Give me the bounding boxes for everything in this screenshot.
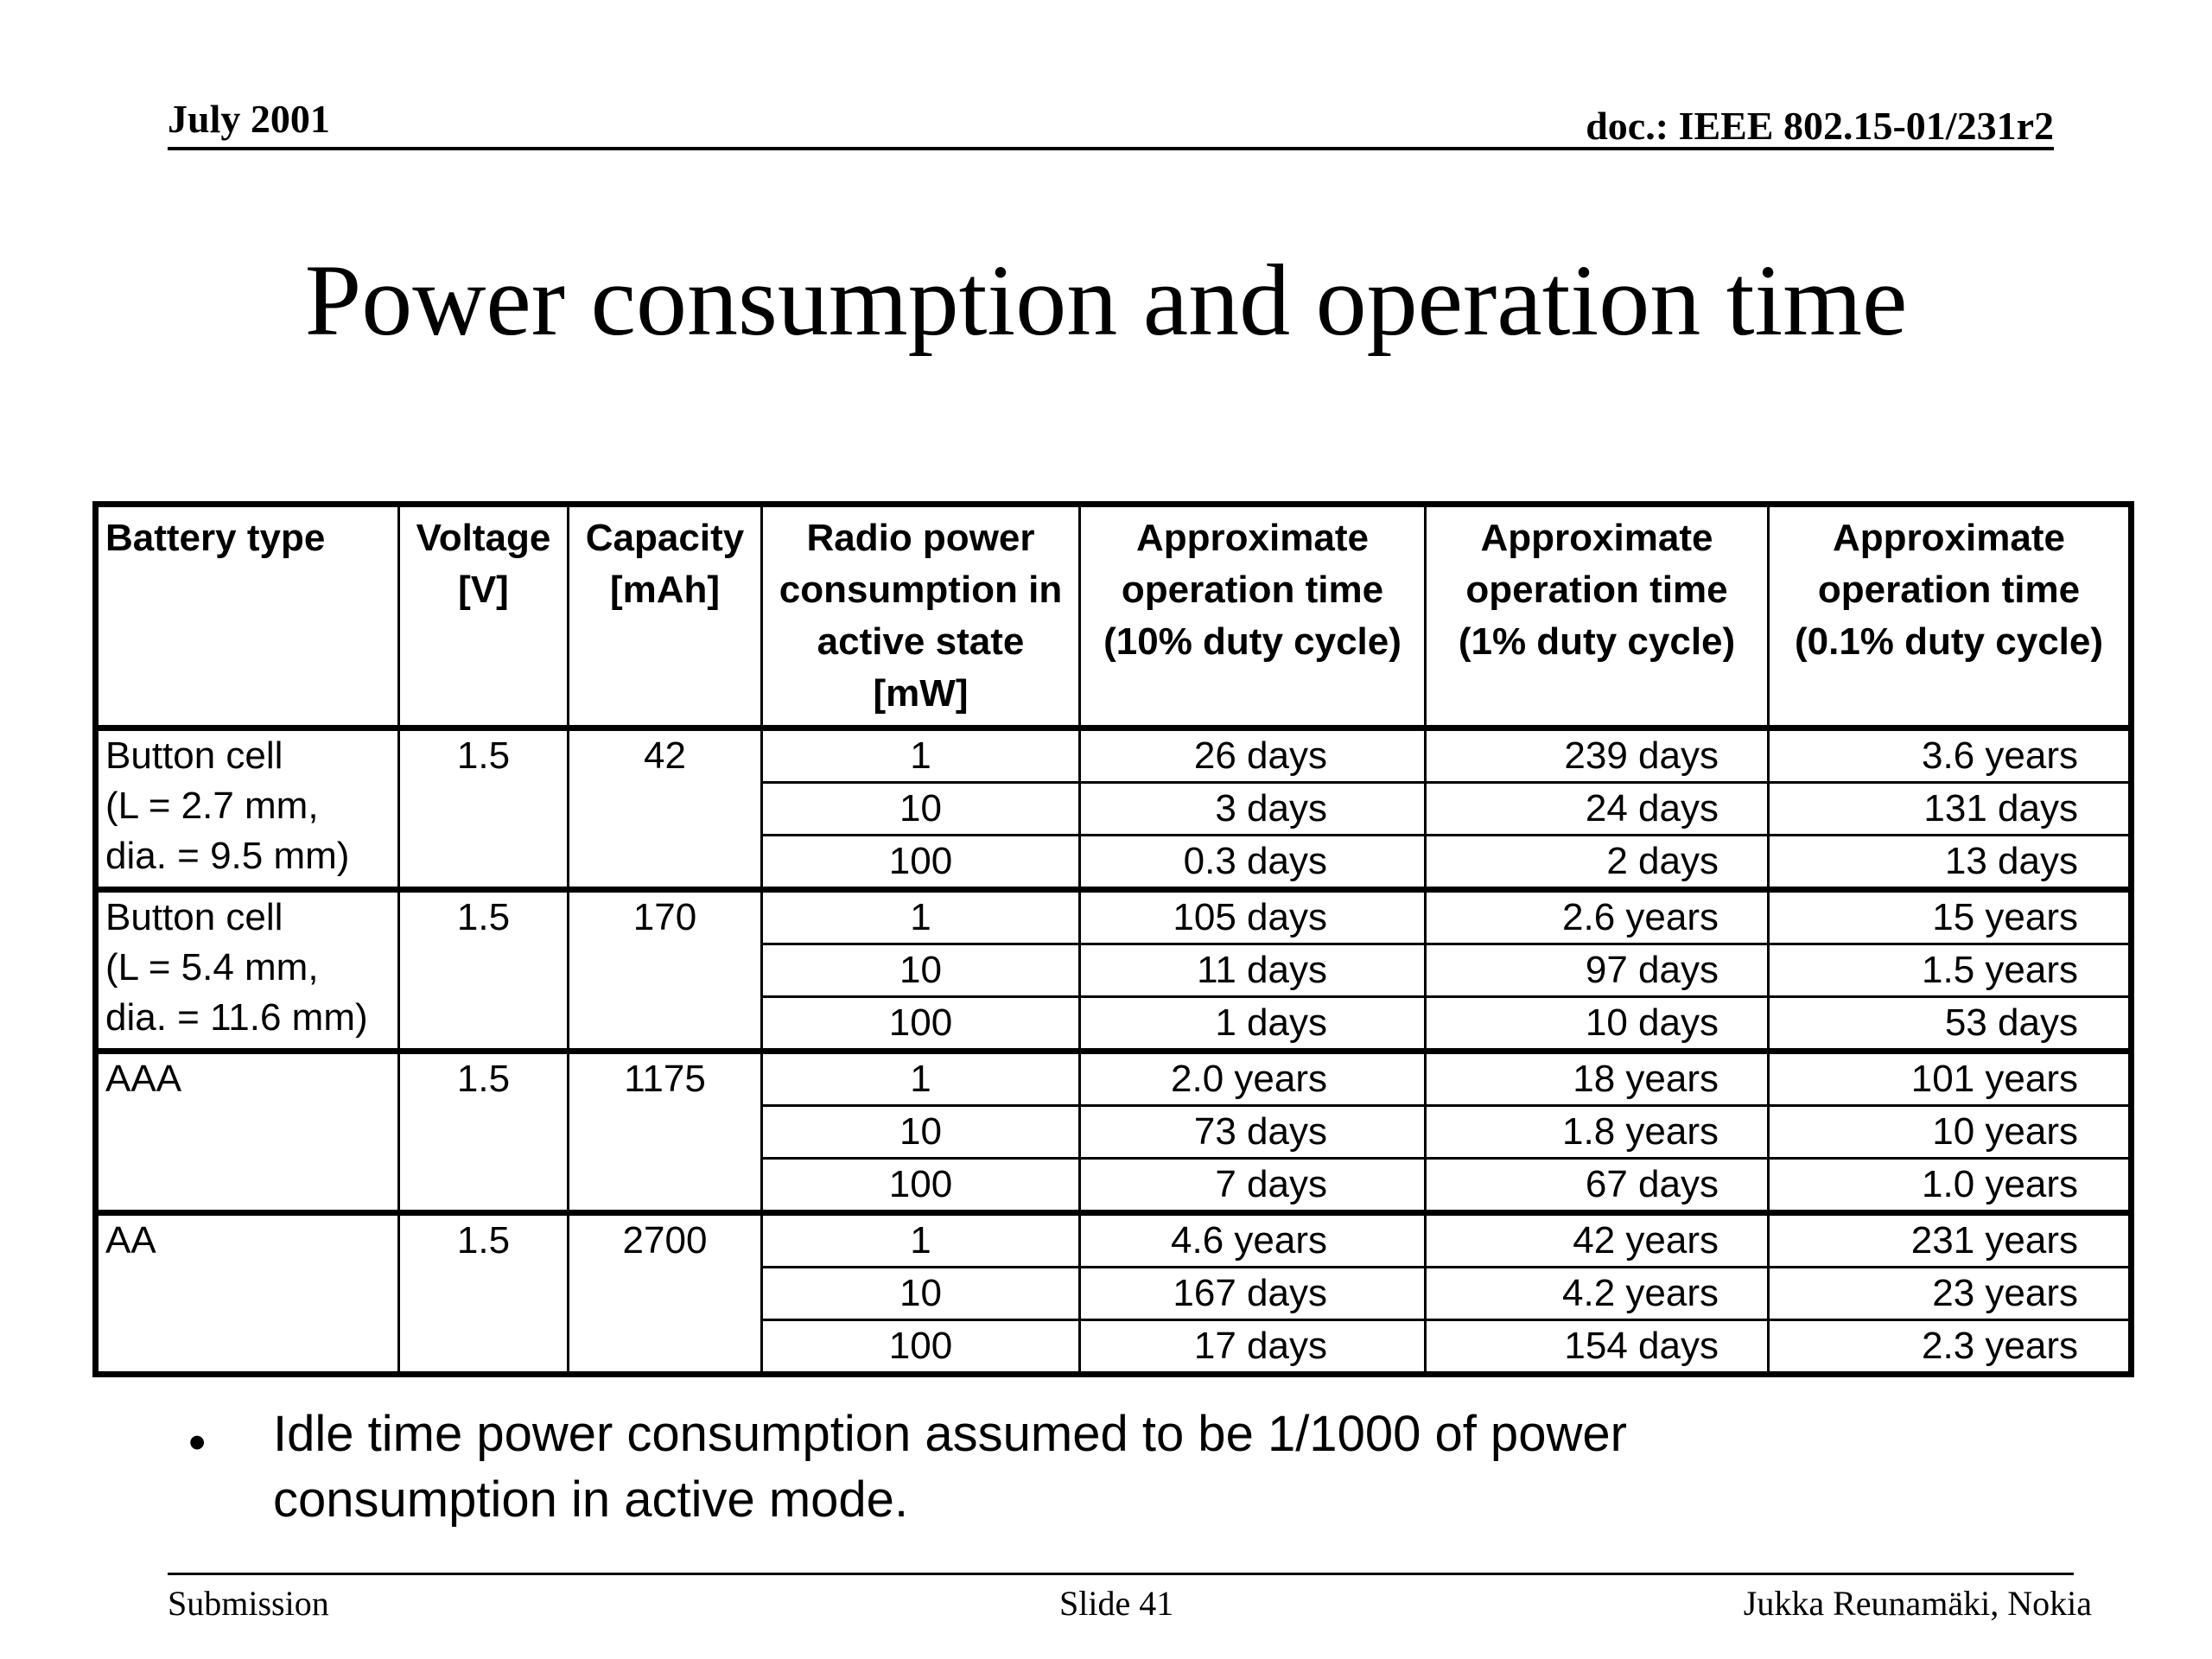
voltage-cell: 1.5 xyxy=(399,728,569,890)
battery-type-line: AA xyxy=(105,1219,156,1262)
table-row xyxy=(96,1052,2132,1106)
power-cell: 10 xyxy=(762,1268,1080,1320)
table-row xyxy=(96,1213,2132,1268)
power-cell: 100 xyxy=(762,997,1080,1052)
time-01pct-cell: 53 days xyxy=(1769,997,2132,1052)
time-10pct-cell: 4.6 years xyxy=(1080,1213,1426,1268)
time-10pct-cell: 1 days xyxy=(1080,997,1426,1052)
capacity-cell: 2700 xyxy=(569,1213,762,1375)
battery-type-line xyxy=(105,1104,392,1154)
power-cell: 100 xyxy=(762,1320,1080,1375)
battery-type-cell xyxy=(96,890,399,1052)
capacity-cell: 170 xyxy=(569,890,762,1052)
time-1pct-cell: 24 days xyxy=(1426,783,1769,836)
battery-type-line xyxy=(105,1266,392,1316)
capacity-cell: 1175 xyxy=(569,1052,762,1213)
column-header: Voltage [V] xyxy=(399,505,569,728)
time-1pct-cell: 67 days xyxy=(1426,1159,1769,1213)
power-cell: 100 xyxy=(762,836,1080,890)
column-header: Capacity [mAh] xyxy=(569,505,762,728)
time-10pct-cell: 17 days xyxy=(1080,1320,1426,1375)
slide-title: Power consumption and operation time xyxy=(304,244,1908,357)
header-rule xyxy=(168,147,2054,150)
header-date: July 2001 xyxy=(168,97,330,141)
table-row xyxy=(96,728,2132,783)
time-1pct-cell: 18 years xyxy=(1426,1052,1769,1106)
column-header: Approximate operation time (10% duty cycle) xyxy=(1080,505,1426,728)
table-header-row xyxy=(96,505,2132,728)
time-10pct-cell: 0.3 days xyxy=(1080,836,1426,890)
time-01pct-cell: 101 years xyxy=(1769,1052,2132,1106)
battery-type-cell xyxy=(96,1213,399,1375)
time-1pct-cell: 2.6 years xyxy=(1426,890,1769,944)
time-01pct-cell: 13 days xyxy=(1769,836,2132,890)
time-10pct-cell: 3 days xyxy=(1080,783,1426,836)
battery-type-line: Button cell xyxy=(105,896,283,938)
header-doc-id: doc.: IEEE 802.15-01/231r2 xyxy=(1586,104,2054,148)
time-01pct-cell: 1.0 years xyxy=(1769,1159,2132,1213)
time-01pct-cell: 2.3 years xyxy=(1769,1320,2132,1375)
footer-author: Jukka Reunamäki, Nokia xyxy=(1743,1584,2092,1623)
power-cell: 1 xyxy=(762,728,1080,783)
battery-type-line: dia. = 11.6 mm) xyxy=(105,996,368,1039)
time-10pct-cell: 7 days xyxy=(1080,1159,1426,1213)
footer-rule xyxy=(168,1573,2074,1575)
time-10pct-cell: 105 days xyxy=(1080,890,1426,944)
battery-type-line xyxy=(105,1316,392,1366)
bullet-marker: • xyxy=(188,1414,207,1471)
power-cell: 1 xyxy=(762,1213,1080,1268)
battery-table xyxy=(92,501,2134,1377)
time-01pct-cell: 15 years xyxy=(1769,890,2132,944)
time-10pct-cell: 73 days xyxy=(1080,1106,1426,1159)
power-cell: 10 xyxy=(762,944,1080,997)
time-01pct-cell: 231 years xyxy=(1769,1213,2132,1268)
time-1pct-cell: 239 days xyxy=(1426,728,1769,783)
time-1pct-cell: 42 years xyxy=(1426,1213,1769,1268)
time-10pct-cell: 167 days xyxy=(1080,1268,1426,1320)
voltage-cell: 1.5 xyxy=(399,890,569,1052)
battery-type-line: AAA xyxy=(105,1058,182,1100)
time-01pct-cell: 3.6 years xyxy=(1769,728,2132,783)
footer-slide-number: Slide 41 xyxy=(1059,1584,1174,1623)
column-header: Approximate operation time (1% duty cycle) xyxy=(1426,505,1769,728)
battery-type-line xyxy=(105,1154,392,1205)
time-01pct-cell: 10 years xyxy=(1769,1106,2132,1159)
time-10pct-cell: 2.0 years xyxy=(1080,1052,1426,1106)
capacity-cell: 42 xyxy=(569,728,762,890)
time-1pct-cell: 10 days xyxy=(1426,997,1769,1052)
time-1pct-cell: 2 days xyxy=(1426,836,1769,890)
power-cell: 100 xyxy=(762,1159,1080,1213)
time-1pct-cell: 1.8 years xyxy=(1426,1106,1769,1159)
time-10pct-cell: 11 days xyxy=(1080,944,1426,997)
time-1pct-cell: 154 days xyxy=(1426,1320,1769,1375)
power-cell: 10 xyxy=(762,1106,1080,1159)
voltage-cell: 1.5 xyxy=(399,1052,569,1213)
time-10pct-cell: 26 days xyxy=(1080,728,1426,783)
footer-submission: Submission xyxy=(168,1584,329,1623)
time-1pct-cell: 97 days xyxy=(1426,944,1769,997)
battery-type-line: (L = 2.7 mm, xyxy=(105,785,319,827)
column-header: Approximate operation time (0.1% duty cycle) xyxy=(1769,505,2132,728)
time-01pct-cell: 131 days xyxy=(1769,783,2132,836)
time-01pct-cell: 1.5 years xyxy=(1769,944,2132,997)
column-header: Radio power consumption in active state [mW] xyxy=(762,505,1080,728)
table-body xyxy=(96,728,2132,1375)
battery-type-line: (L = 5.4 mm, xyxy=(105,946,319,988)
battery-type-line: Button cell xyxy=(105,734,283,777)
power-cell: 10 xyxy=(762,783,1080,836)
battery-type-cell xyxy=(96,1052,399,1213)
battery-type-line: dia. = 9.5 mm) xyxy=(105,835,350,877)
column-header: Battery type xyxy=(96,505,399,728)
time-1pct-cell: 4.2 years xyxy=(1426,1268,1769,1320)
battery-type-cell xyxy=(96,728,399,890)
voltage-cell: 1.5 xyxy=(399,1213,569,1375)
power-cell: 1 xyxy=(762,890,1080,944)
table-row xyxy=(96,890,2132,944)
time-01pct-cell: 23 years xyxy=(1769,1268,2132,1320)
power-cell: 1 xyxy=(762,1052,1080,1106)
bullet-text: Idle time power consumption assumed to be 1/1000 of power consumption in active mode. xyxy=(273,1406,1627,1528)
